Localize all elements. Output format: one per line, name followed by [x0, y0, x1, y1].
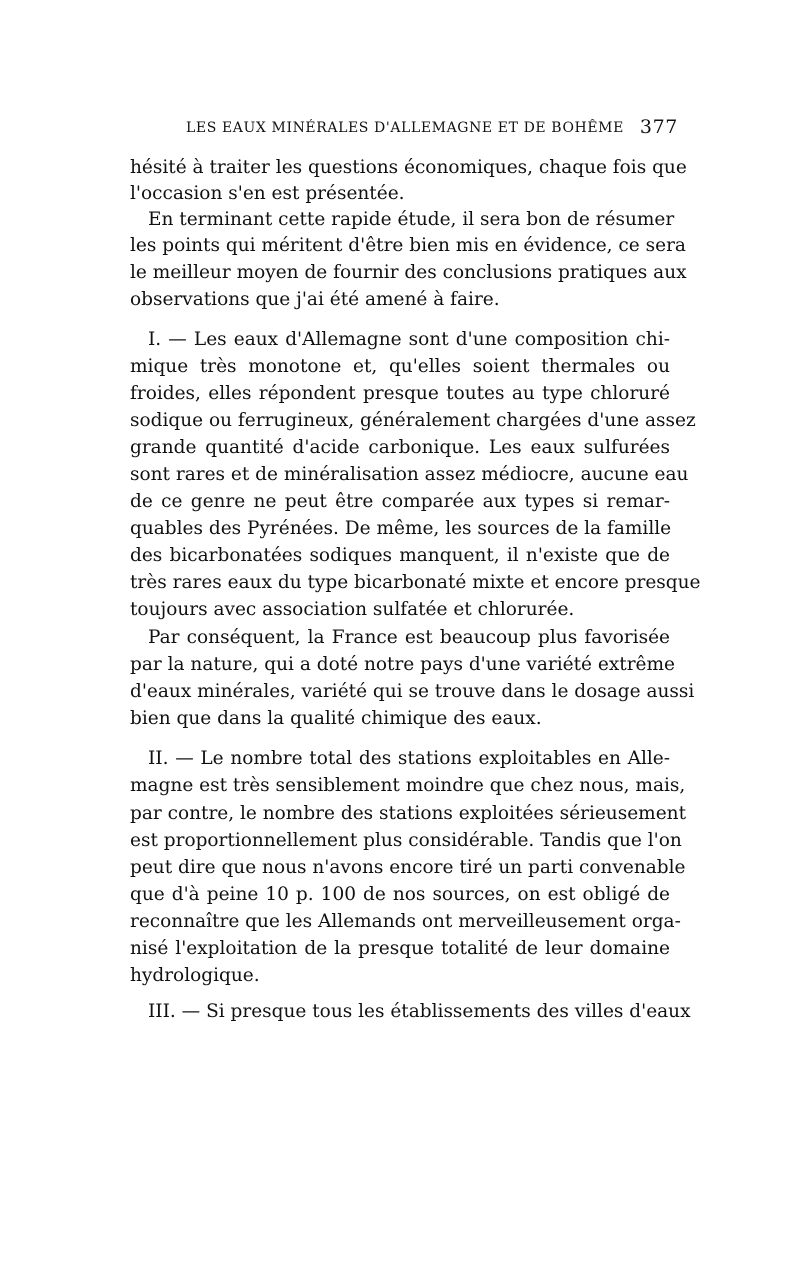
- text-line: magne est très sensiblement moindre que chez nous, mais,: [130, 775, 686, 796]
- text-line: les points qui méritent d'être bien mis en évidence, ce sera: [130, 235, 686, 256]
- text-line: Par conséquent, la France est beaucoup plus favorisée: [148, 627, 670, 648]
- text-line: d'eaux minérales, variété qui se trouve dans le dosage aussi: [130, 681, 695, 702]
- text-line: II. — Le nombre total des stations exploitables en Alle-: [148, 748, 670, 769]
- text-line: est proportionnellement plus considérable. Tandis que l'on: [130, 830, 682, 851]
- text-line: froides, elles répondent presque toutes au type chloruré: [130, 383, 670, 404]
- text-line: reconnaître que les Allemands ont merveilleusement orga-: [130, 911, 681, 932]
- text-line: toujours avec association sulfatée et chlorurée.: [130, 599, 575, 620]
- text-line: très rares eaux du type bicarbonaté mixte et encore presque: [130, 572, 701, 593]
- text-line: peut dire que nous n'avons encore tiré un parti convenable: [130, 857, 686, 878]
- text-line: observations que j'ai été amené à faire.: [130, 289, 500, 310]
- text-line: de ce genre ne peut être comparée aux types si remar-: [130, 491, 670, 512]
- text-line: l'occasion s'en est présentée.: [130, 183, 405, 204]
- text-line: hydrologique.: [130, 965, 260, 986]
- text-line: sont rares et de minéralisation assez médiocre, aucune eau: [130, 464, 689, 485]
- text-line: par la nature, qui a doté notre pays d'une variété extrême: [130, 654, 675, 675]
- text-line: grande quantité d'acide carbonique. Les eaux sulfurées: [130, 437, 670, 458]
- text-line: III. — Si presque tous les établissements des villes d'eaux: [148, 1001, 691, 1022]
- text-line: sodique ou ferrugineux, généralement chargées d'une assez: [130, 410, 696, 431]
- text-line: bien que dans la qualité chimique des eaux.: [130, 708, 542, 729]
- text-line: quables des Pyrénées. De même, les sources de la famille: [130, 518, 672, 539]
- text-line: En terminant cette rapide étude, il sera bon de résumer: [148, 209, 675, 230]
- page-number: 377: [639, 116, 678, 138]
- text-line: mique très monotone et, qu'elles soient thermales ou: [130, 356, 670, 377]
- text-line: I. — Les eaux d'Allemagne sont d'une composition chi-: [148, 329, 670, 350]
- running-title: LES EAUX MINÉRALES D'ALLEMAGNE ET DE BOHÊME: [186, 120, 624, 136]
- running-head: [186, 116, 678, 142]
- text-line: le meilleur moyen de fournir des conclusions pratiques aux: [130, 262, 687, 283]
- text-line: nisé l'exploitation de la presque totalité de leur domaine: [130, 938, 670, 959]
- text-line: hésité à traiter les questions économiques, chaque fois que: [130, 157, 687, 178]
- text-line: que d'à peine 10 p. 100 de nos sources, on est obligé de: [130, 884, 670, 905]
- text-line: des bicarbonatées sodiques manquent, il n'existe que de: [130, 545, 670, 566]
- text-line: par contre, le nombre des stations exploitées sérieusement: [130, 803, 687, 824]
